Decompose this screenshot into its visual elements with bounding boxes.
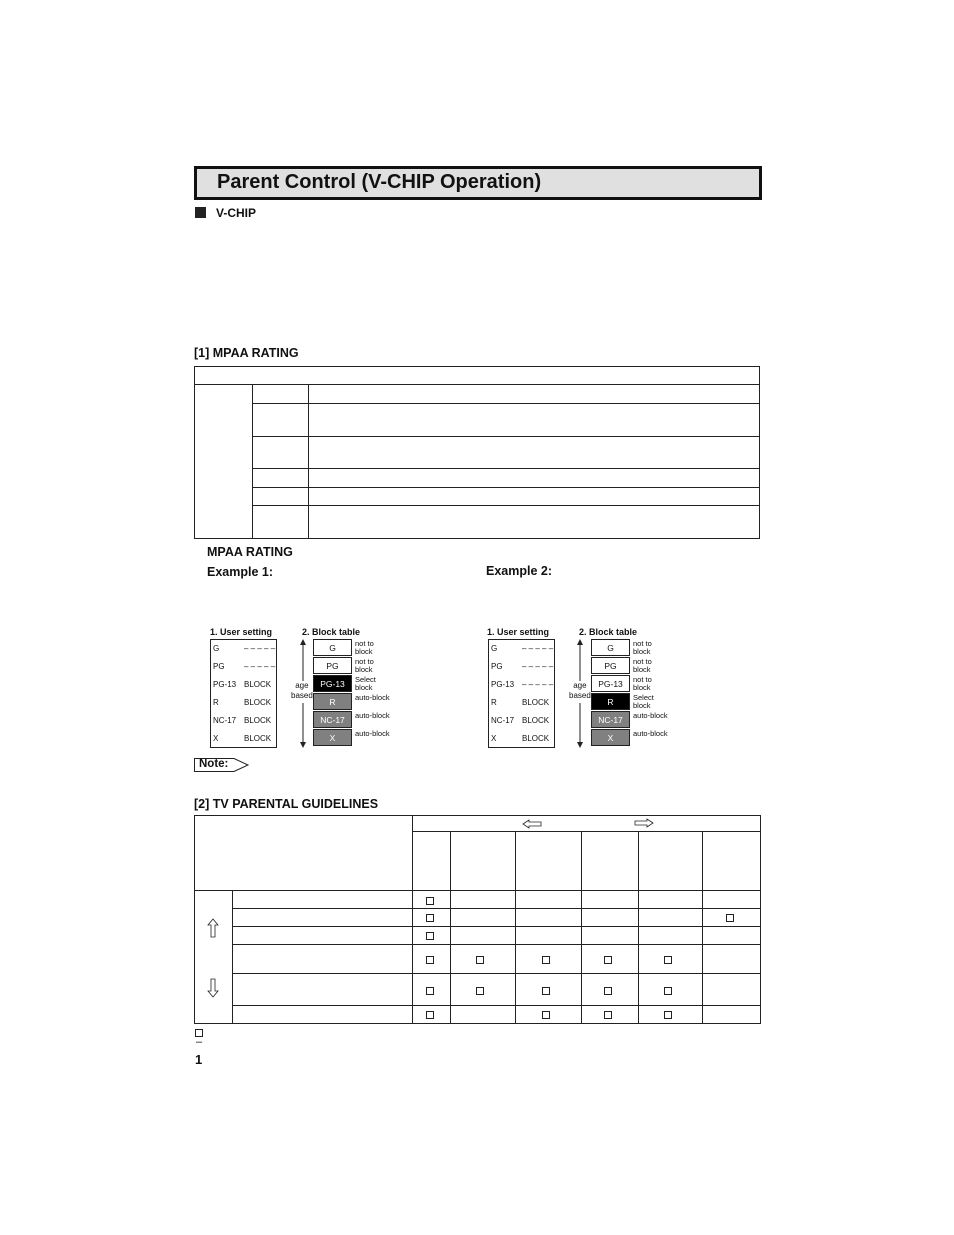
user-setting-value: BLOCK: [522, 716, 550, 725]
block-table-note: auto-block: [355, 729, 390, 738]
footer-dash: –: [196, 1036, 203, 1048]
checkbox[interactable]: [542, 956, 550, 964]
user-setting-rating: NC-17: [491, 716, 515, 725]
user-setting-rating: R: [213, 698, 219, 707]
example1-block-table: [313, 639, 393, 749]
example2-age-based-label: age based: [569, 681, 591, 700]
example2-block-table-label: 2. Block table: [579, 627, 638, 637]
user-setting-rating: PG: [213, 662, 225, 671]
block-table-note: auto-block: [355, 711, 390, 720]
user-setting-value: BLOCK: [522, 734, 550, 743]
user-setting-value: BLOCK: [244, 716, 272, 725]
example1-age-arrow-icon: [298, 639, 308, 749]
example2-age-arrow-icon: [575, 639, 585, 749]
block-table-cell: PG-13: [313, 675, 352, 692]
checkbox[interactable]: [476, 956, 484, 964]
user-setting-value: – – – – –: [522, 644, 554, 653]
example2-label: Example 2:: [486, 564, 553, 578]
user-setting-rating: G: [491, 644, 498, 653]
user-setting-value: BLOCK: [522, 698, 550, 707]
block-table-note: Select block: [633, 693, 654, 710]
block-table-cell: X: [591, 729, 630, 746]
user-setting-rating: PG-13: [213, 680, 237, 689]
user-setting-value: BLOCK: [244, 698, 272, 707]
note-label: Note:: [199, 758, 229, 770]
block-table-cell: R: [313, 693, 352, 710]
block-table-cell: G: [313, 639, 352, 656]
block-table-cell: NC-17: [313, 711, 352, 728]
example1-block-table-label: 2. Block table: [302, 627, 361, 637]
checkbox[interactable]: [426, 1011, 434, 1019]
block-table-note: not to block: [633, 639, 652, 656]
example1-user-setting-table: [210, 639, 277, 748]
down-arrow-icon: [207, 978, 219, 998]
checkbox[interactable]: [726, 914, 734, 922]
example1-label: Example 1:: [207, 565, 274, 579]
checkbox[interactable]: [604, 1011, 612, 1019]
checkbox[interactable]: [664, 987, 672, 995]
user-setting-rating: R: [491, 698, 497, 707]
block-table-cell: R: [591, 693, 630, 710]
block-table-cell: PG-13: [591, 675, 630, 692]
block-table-cell: PG: [313, 657, 352, 674]
example2-block-table: [591, 639, 671, 749]
user-setting-value: – – – – –: [522, 662, 554, 671]
checkbox[interactable]: [604, 956, 612, 964]
user-setting-value: – – – – –: [244, 662, 276, 671]
example2-user-setting-table: [488, 639, 555, 748]
block-table-note: auto-block: [633, 729, 668, 738]
checkbox[interactable]: [604, 987, 612, 995]
checkbox[interactable]: [664, 956, 672, 964]
user-setting-rating: G: [213, 644, 220, 653]
user-setting-rating: NC-17: [213, 716, 237, 725]
block-table-cell: NC-17: [591, 711, 630, 728]
page-title: Parent Control (V-CHIP Operation): [217, 171, 542, 193]
block-table-cell: PG: [591, 657, 630, 674]
user-setting-value: – – – – –: [244, 644, 276, 653]
up-arrow-icon: [207, 918, 219, 938]
block-table-cell: X: [313, 729, 352, 746]
user-setting-rating: PG: [491, 662, 503, 671]
checkbox[interactable]: [426, 914, 434, 922]
mpaa-table: [194, 366, 760, 539]
user-setting-value: BLOCK: [244, 680, 272, 689]
page-number: 1: [195, 1052, 203, 1067]
checkbox[interactable]: [426, 956, 434, 964]
block-table-note: not to block: [355, 639, 374, 656]
tv-section-heading: [2] TV PARENTAL GUIDELINES: [194, 797, 379, 811]
checkbox[interactable]: [542, 987, 550, 995]
block-table-note: not to block: [633, 675, 652, 692]
note-tag: [194, 758, 250, 772]
block-table-cell: G: [591, 639, 630, 656]
vchip-heading: V-CHIP: [216, 206, 257, 220]
page-title-box: [194, 166, 762, 200]
mpaa-section-heading: [1] MPAA RATING: [194, 346, 299, 360]
checkbox[interactable]: [542, 1011, 550, 1019]
user-setting-rating: PG-13: [491, 680, 515, 689]
block-table-note: auto-block: [633, 711, 668, 720]
checkbox[interactable]: [476, 987, 484, 995]
mpaa-sub-heading: MPAA RATING: [207, 545, 293, 559]
checkbox[interactable]: [664, 1011, 672, 1019]
example2-user-setting-label: 1. User setting: [487, 627, 550, 637]
left-arrow-icon: [522, 819, 542, 829]
checkbox[interactable]: [426, 932, 434, 940]
checkbox[interactable]: [426, 897, 434, 905]
user-setting-rating: X: [213, 734, 219, 743]
example1-age-based-label: age based: [291, 681, 313, 700]
user-setting-value: BLOCK: [244, 734, 272, 743]
user-setting-value: – – – – –: [522, 680, 554, 689]
section-square-icon: [195, 207, 206, 218]
user-setting-rating: X: [491, 734, 497, 743]
block-table-note: not to block: [355, 657, 374, 674]
tv-guidelines-table: [194, 815, 761, 1024]
checkbox[interactable]: [426, 987, 434, 995]
right-arrow-icon: [634, 818, 654, 828]
block-table-note: Select block: [355, 675, 376, 692]
block-table-note: auto-block: [355, 693, 390, 702]
block-table-note: not to block: [633, 657, 652, 674]
example1-user-setting-label: 1. User setting: [210, 627, 273, 637]
